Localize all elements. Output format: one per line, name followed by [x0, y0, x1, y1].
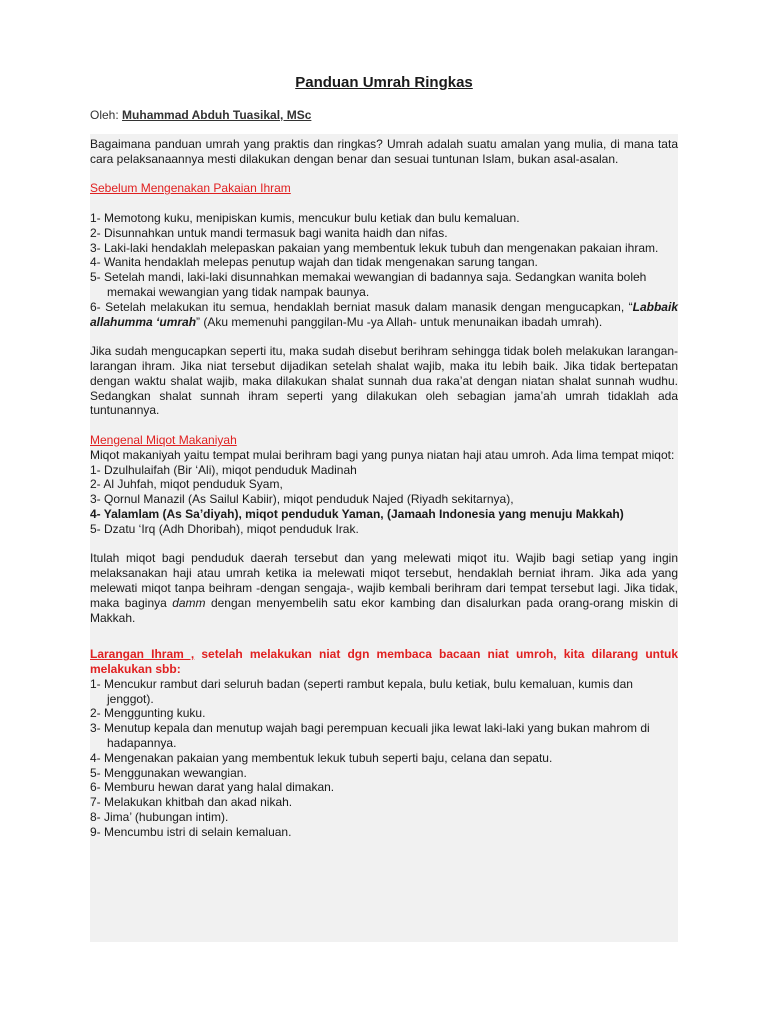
intro-paragraph: Bagaimana panduan umrah yang praktis dan ringkas? Umrah adalah suatu amalan yang mulia, di mana tata cara pelaksanaannya mesti dilakukan dengan benar dan sesuai tuntunan Islam, bukan asal-asalan. [90, 137, 678, 166]
list-item: 5- Setelah mandi, laki-laki disunnahkan memakai wewangian di badannya saja. Sedangkan wanita boleh memakai wewangian yang tidak nampak baunya. [90, 270, 647, 299]
page-title: Panduan Umrah Ringkas [295, 74, 473, 91]
list-item: 8- Jima’ (hubungan intim). [90, 810, 229, 825]
list-item: 9- Mencumbu istri di selain kemaluan. [90, 824, 292, 839]
section-heading-ihram[interactable]: Sebelum Mengenakan Pakaian Ihram [90, 181, 291, 196]
list-item: 3- Laki-laki hendaklah melepaskan pakaian yang membentuk lekuk tubuh dan mengenakan pakaian ihram. [90, 240, 659, 255]
larangan-link[interactable]: Larangan Ihram , [90, 647, 195, 662]
miqot-intro: Miqot makaniyah yaitu tempat mulai berihram bagi yang punya niatan haji atau umroh. Ada lima tempat miqot: [90, 447, 675, 462]
list-item: 6- Memburu hewan darat yang halal dimakan. [90, 780, 335, 795]
list-item: 1- Memotong kuku, menipiskan kumis, mencukur bulu ketiak dan bulu kemaluan. [90, 210, 520, 225]
list-item: 3- Menutup kepala dan menutup wajah bagi perempuan kecuali jika lewat laki-laki yang bukan mahrom di hadapannya. [90, 721, 650, 751]
list-item: 2- Menggunting kuku. [90, 706, 206, 721]
list-item-niat: 6- Setelah melakukan itu semua, hendaklah berniat masuk dalam manasik dengan mengucapkan, “Labbaik allahumma ‘umrah” (Aku memenuhi panggilan-Mu -ya Allah- untuk menunaikan ibadah umrah). [90, 299, 678, 329]
author-line [90, 108, 311, 122]
article-body [90, 137, 678, 840]
list-item: 4- Mengenakan pakaian yang membentuk lekuk tubuh seperti baju, celana dan sepatu. [90, 750, 553, 765]
list-item: 4- Wanita hendaklah melepas penutup wajah dan tidak mengenakan sarung tangan. [90, 255, 538, 270]
talbiyah-text: Labbaik allahumma ‘umrah [90, 299, 678, 329]
miqot-paragraph: Itulah miqot bagi penduduk daerah tersebut dan yang melewati miqot itu. Wajib bagi setiap yang ingin melaksanakan haji atau umrah ketika ia melewati miqot tersebut, hendaklah berniat ihram. Jika ada yang melewati miqot tanpa beihram -dengan sengaja-, wajib kembali berihram dari tempat tersebut lagi. Jika tidak, maka baginya damm dengan menyembelih satu ekor kambing dan disalurkan pada orang-orang miskin di Makkah. [90, 551, 678, 625]
list-item: 1- Dzulhulaifah (Bir ‘Ali), miqot penduduk Madinah [90, 462, 357, 477]
list-item: 5- Dzatu ‘Irq (Adh Dhoribah), miqot penduduk Irak. [90, 521, 359, 536]
list-item: 3- Qornul Manazil (As Sailul Kabiir), miqot penduduk Najed (Riyadh sekitarnya), [90, 492, 514, 507]
list-item: 5- Menggunakan wewangian. [90, 765, 247, 780]
damm-term: damm [172, 595, 206, 610]
list-item: 2- Disunnahkan untuk mandi termasuk bagi wanita haidh dan nifas. [90, 225, 448, 240]
list-item: 2- Al Juhfah, miqot penduduk Syam, [90, 477, 283, 492]
section-heading-miqot[interactable]: Mengenal Miqot Makaniyah [90, 432, 237, 447]
section-heading-larangan: Larangan Ihram , setelah melakukan niat dgn membaca bacaan niat umroh, kita dilarang untuk melakukan sbb: [90, 647, 678, 677]
ihram-paragraph: Jika sudah mengucapkan seperti itu, maka sudah disebut berihram sehingga tidak boleh melakukan larangan-larangan ihram. Jika niat tersebut dijadikan setelah shalat wajib, maka itu lebih baik. Jika tidak bertepatan dengan waktu shalat wajib, maka dilakukan shalat sunnah dua raka’at dengan niatan shalat sunnah wudhu. Sedangkan shalat sunnah ihram seperti yang dilakukan oleh sebagian jama’ah umrah tidaklah ada tuntunannya. [90, 344, 678, 418]
list-item: 4- Yalamlam (As Sa’diyah), miqot penduduk Yaman, (Jamaah Indonesia yang menuju Makkah) [90, 506, 624, 521]
list-item: 7- Melakukan khitbah dan akad nikah. [90, 795, 293, 810]
author-prefix: Oleh: [90, 108, 119, 122]
list-item: 1- Mencukur rambut dari seluruh badan (seperti rambut kepala, bulu ketiak, bulu kemaluan, kumis dan jenggot). [90, 676, 633, 706]
author-name[interactable]: Muhammad Abduh Tuasikal, MSc [122, 108, 312, 122]
